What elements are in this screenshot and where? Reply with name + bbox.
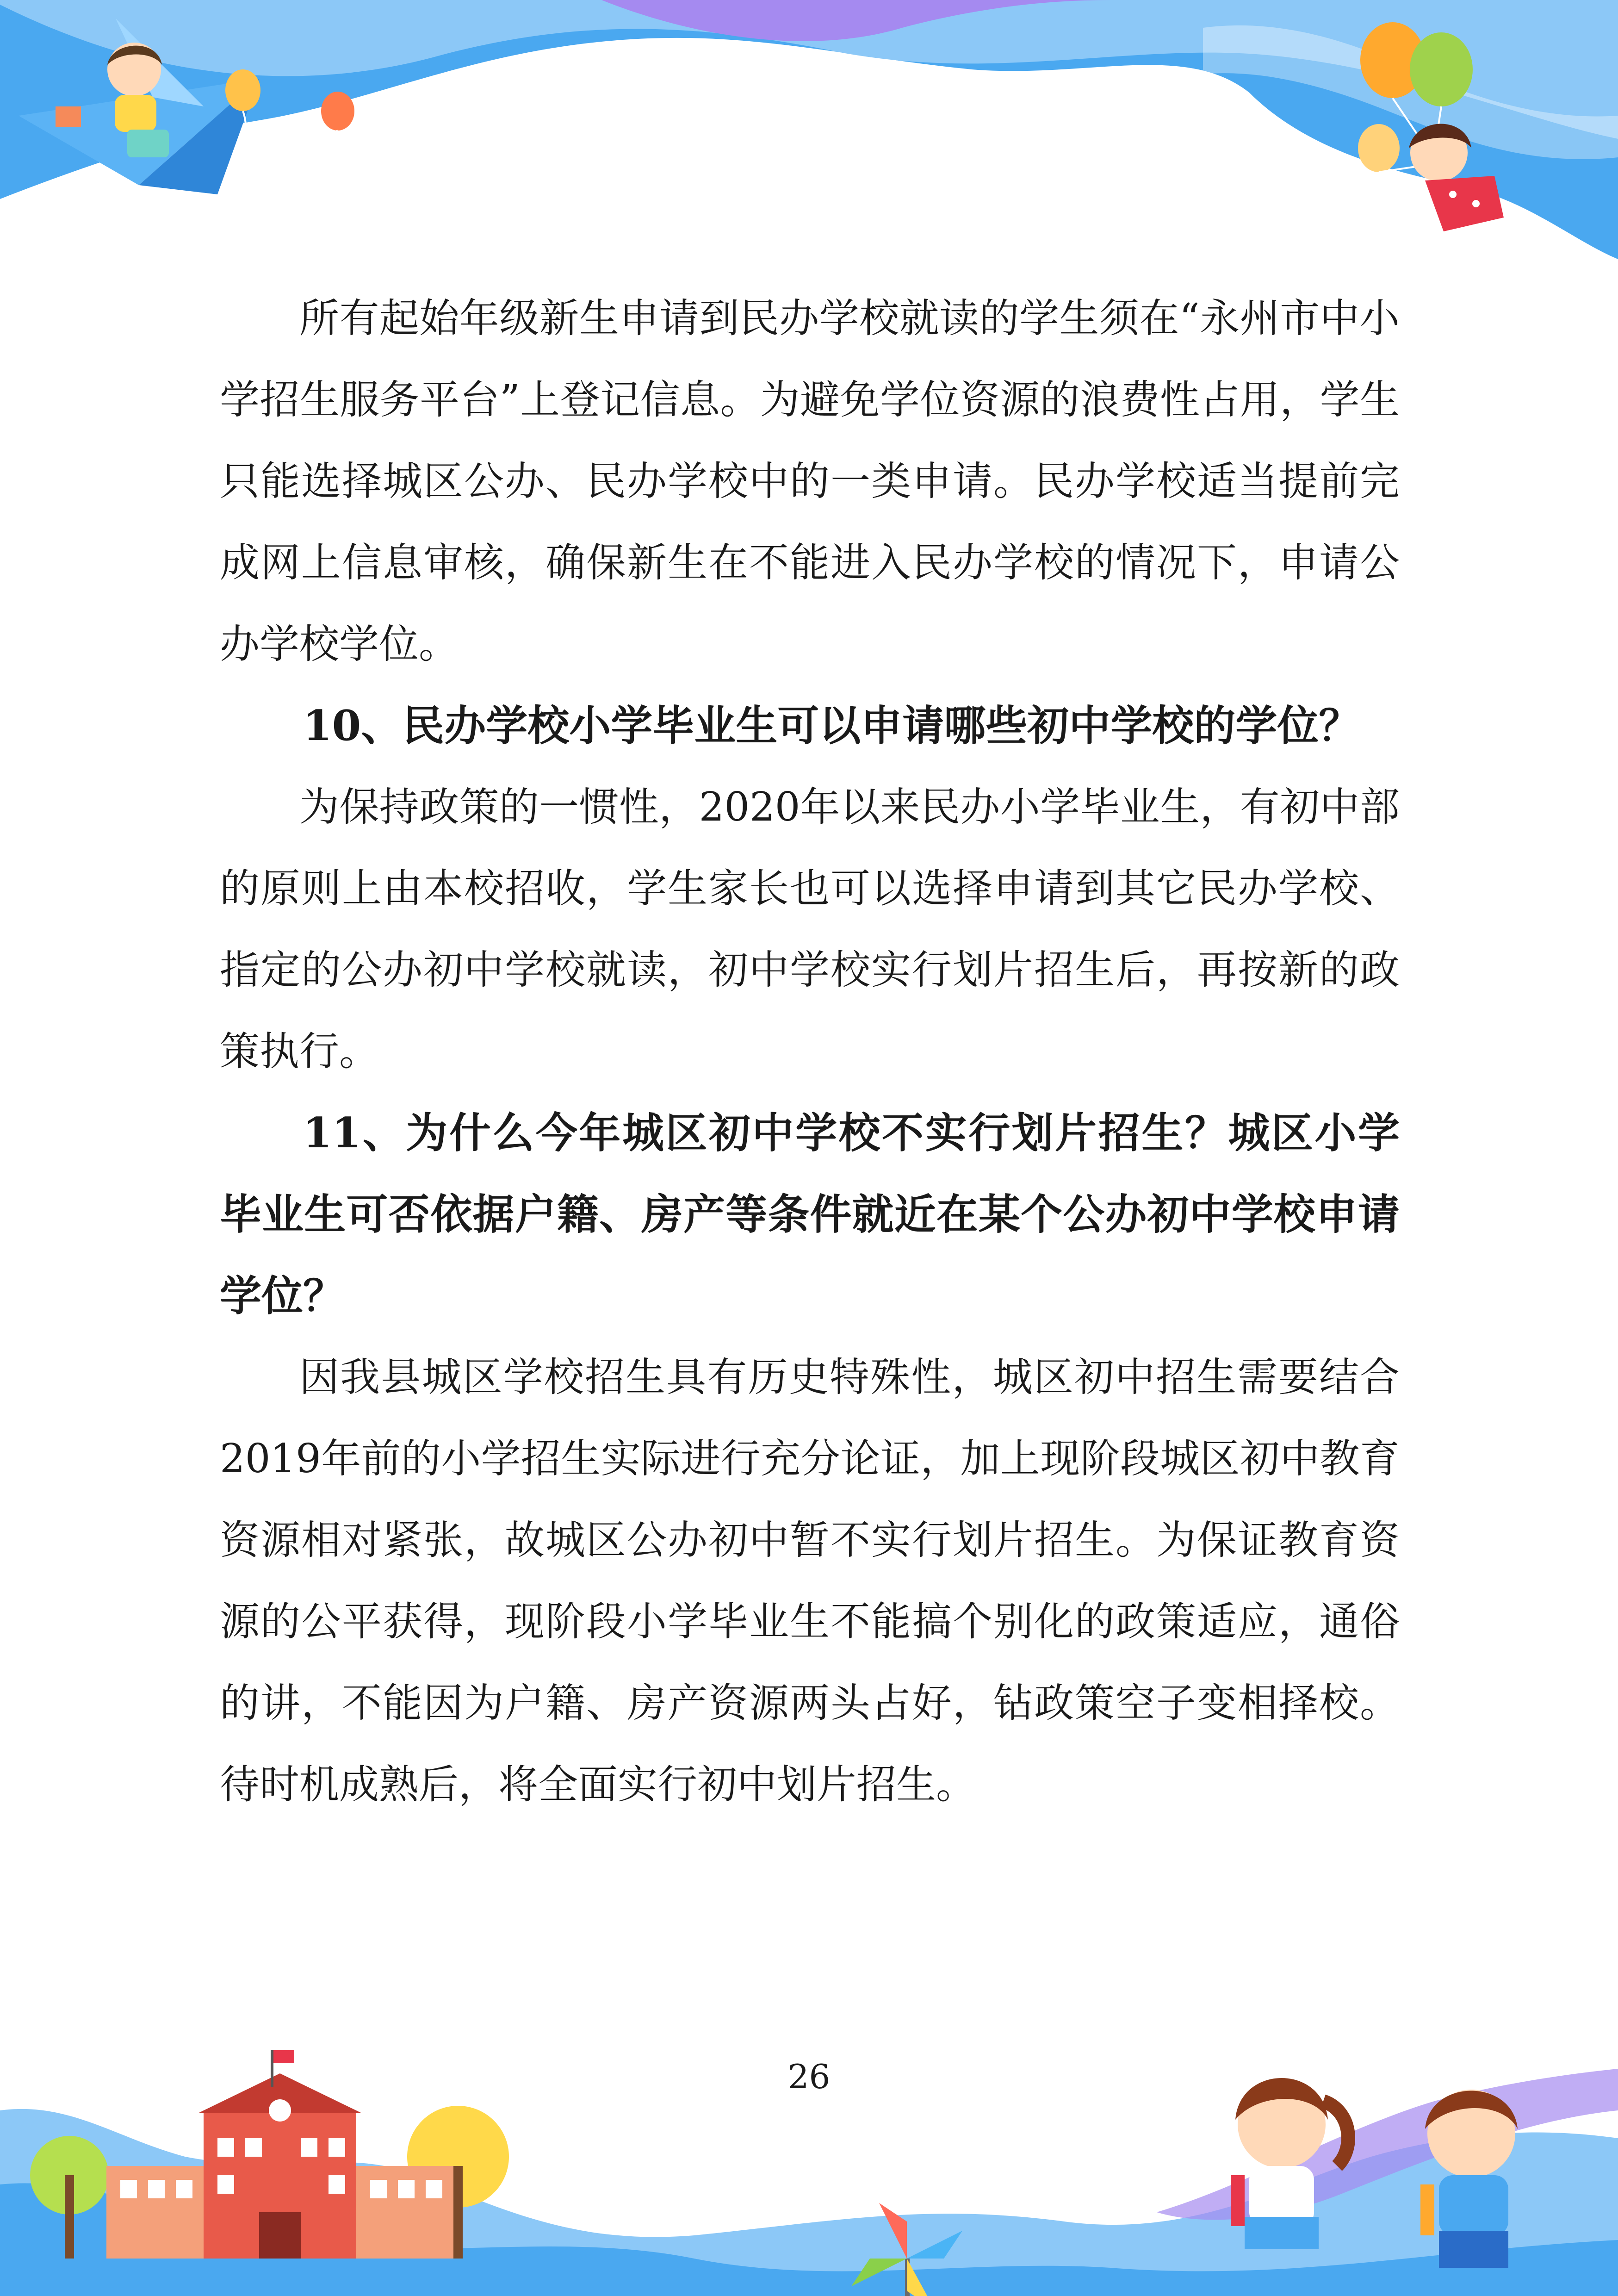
girl-with-balloons-illustration [1358,22,1504,231]
top-wave-banner [0,0,1618,259]
answer-11-paragraph: 因我县城区学校招生具有历史特殊性，城区初中招生需要结合2019年前的小学招生实际进行充分论证，加上现阶段城区初中教育资源相对紧张，故城区公办初中暂不实行划片招生。为保证教育资源的公平获得，现阶段小学毕业生不能搞个别化的政策适应，通俗的讲，不能因为户籍、房产资源两头占好，钻政策空子变相择校。待时机成熟后，将全面实行初中划片招生。 [220,1354,1400,1808]
bottom-wave-banner [0,2069,1618,2296]
page-number: 26 [787,2057,831,2096]
question-10-heading: 10、民办学校小学毕业生可以申请哪些初中学校的学位？ [303,701,1361,750]
answer-10-paragraph: 为保持政策的一惯性，2020年以来民办小学毕业生，有初中部的原则上由本校招收，学生家长也可以选择申请到其它民办学校、指定的公办初中学校就读，初中学校实行划片招生后，再按新的政策执行。 [220,784,1400,1075]
balloons-small-illustration [225,69,354,162]
boy-waving-illustration [1420,2090,1518,2268]
document-body [220,278,1400,1825]
question-11-heading: 11、为什么今年城区初中学校不实行划片招生？城区小学毕业生可否依据户籍、房产等条件就近在某个公办初中学校申请学位？ [220,1108,1400,1320]
girl-waving-illustration [1231,2078,1348,2249]
paper-plane-boy-illustration [19,19,259,194]
paragraph-registration: 所有起始年级新生申请到民办学校就读的学生须在“永州市中小学招生服务平台”上登记信息。为避免学位资源的浪费性占用，学生只能选择城区公办、民办学校中的一类申请。民办学校适当提前完成网上信息审核，确保新生在不能进入民办学校的情况下，申请公办学校学位。 [220,295,1400,667]
pinwheel-illustration [851,2203,962,2296]
